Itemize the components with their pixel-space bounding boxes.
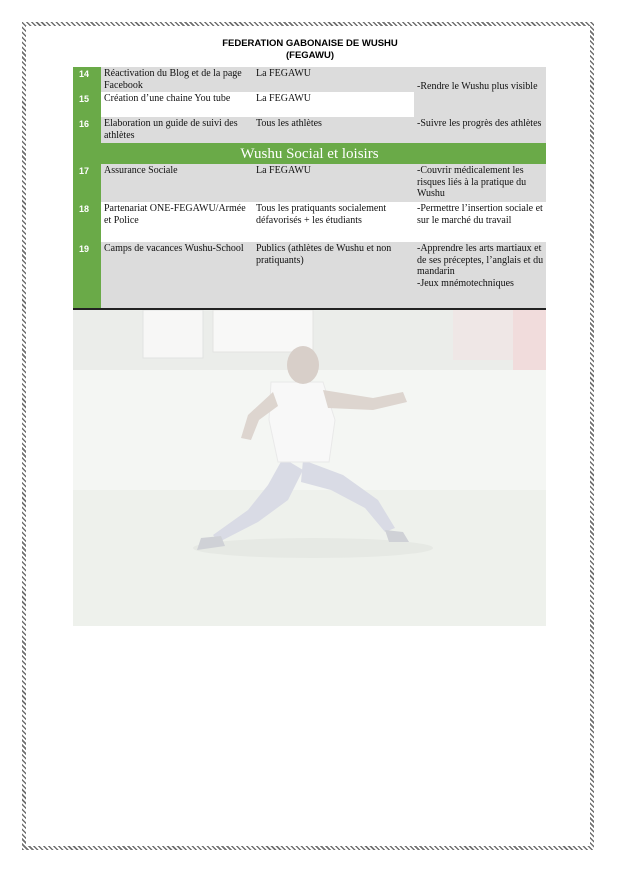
section-header: Wushu Social et loisirs [73, 143, 546, 164]
wushu-practitioner-photo [73, 310, 546, 626]
actor-cell: La FEGAWU [253, 67, 414, 92]
objective-cell: -Apprendre les arts martiaux et de ses préceptes, l’anglais et du mandarin -Jeux mnémotechniques [414, 242, 546, 308]
objective-cell: -Permettre l’insertion sociale et sur le marché du travail [414, 202, 546, 242]
row-number: 18 [73, 202, 101, 242]
row-number: 15 [73, 92, 101, 117]
row-number: 19 [73, 242, 101, 308]
objective-cell: -Suivre les progrès des athlètes [414, 117, 546, 143]
action-cell: Réactivation du Blog et de la page Facebook [101, 67, 253, 92]
row-number: 16 [73, 117, 101, 143]
actor-cell: Tous les pratiquants socialement défavorisés + les étudiants [253, 202, 414, 242]
header-subtitle: (FEGAWU) [285, 50, 335, 61]
action-plan-table [73, 67, 546, 310]
row-number: 14 [73, 67, 101, 92]
action-cell: Elaboration un guide de suivi des athlètes [101, 117, 253, 143]
actor-cell: La FEGAWU [253, 164, 414, 202]
row-number: 17 [73, 164, 101, 202]
actor-cell: Publics (athlètes de Wushu et non pratiquants) [253, 242, 414, 308]
action-cell: Assurance Sociale [101, 164, 253, 202]
objective-cell: -Couvrir médicalement les risques liés à la pratique du Wushu [414, 164, 546, 202]
document-header [0, 38, 620, 62]
objective-cell-merged: -Rendre le Wushu plus visible [414, 67, 546, 117]
actor-cell: La FEGAWU [253, 92, 414, 117]
action-cell: Création d’une chaine You tube [101, 92, 253, 117]
actor-cell: Tous les athlètes [253, 117, 414, 143]
header-title: FEDERATION GABONAISE DE WUSHU [222, 38, 398, 49]
action-cell: Partenariat ONE-FEGAWU/Armée et Police [101, 202, 253, 242]
action-cell: Camps de vacances Wushu-School [101, 242, 253, 308]
